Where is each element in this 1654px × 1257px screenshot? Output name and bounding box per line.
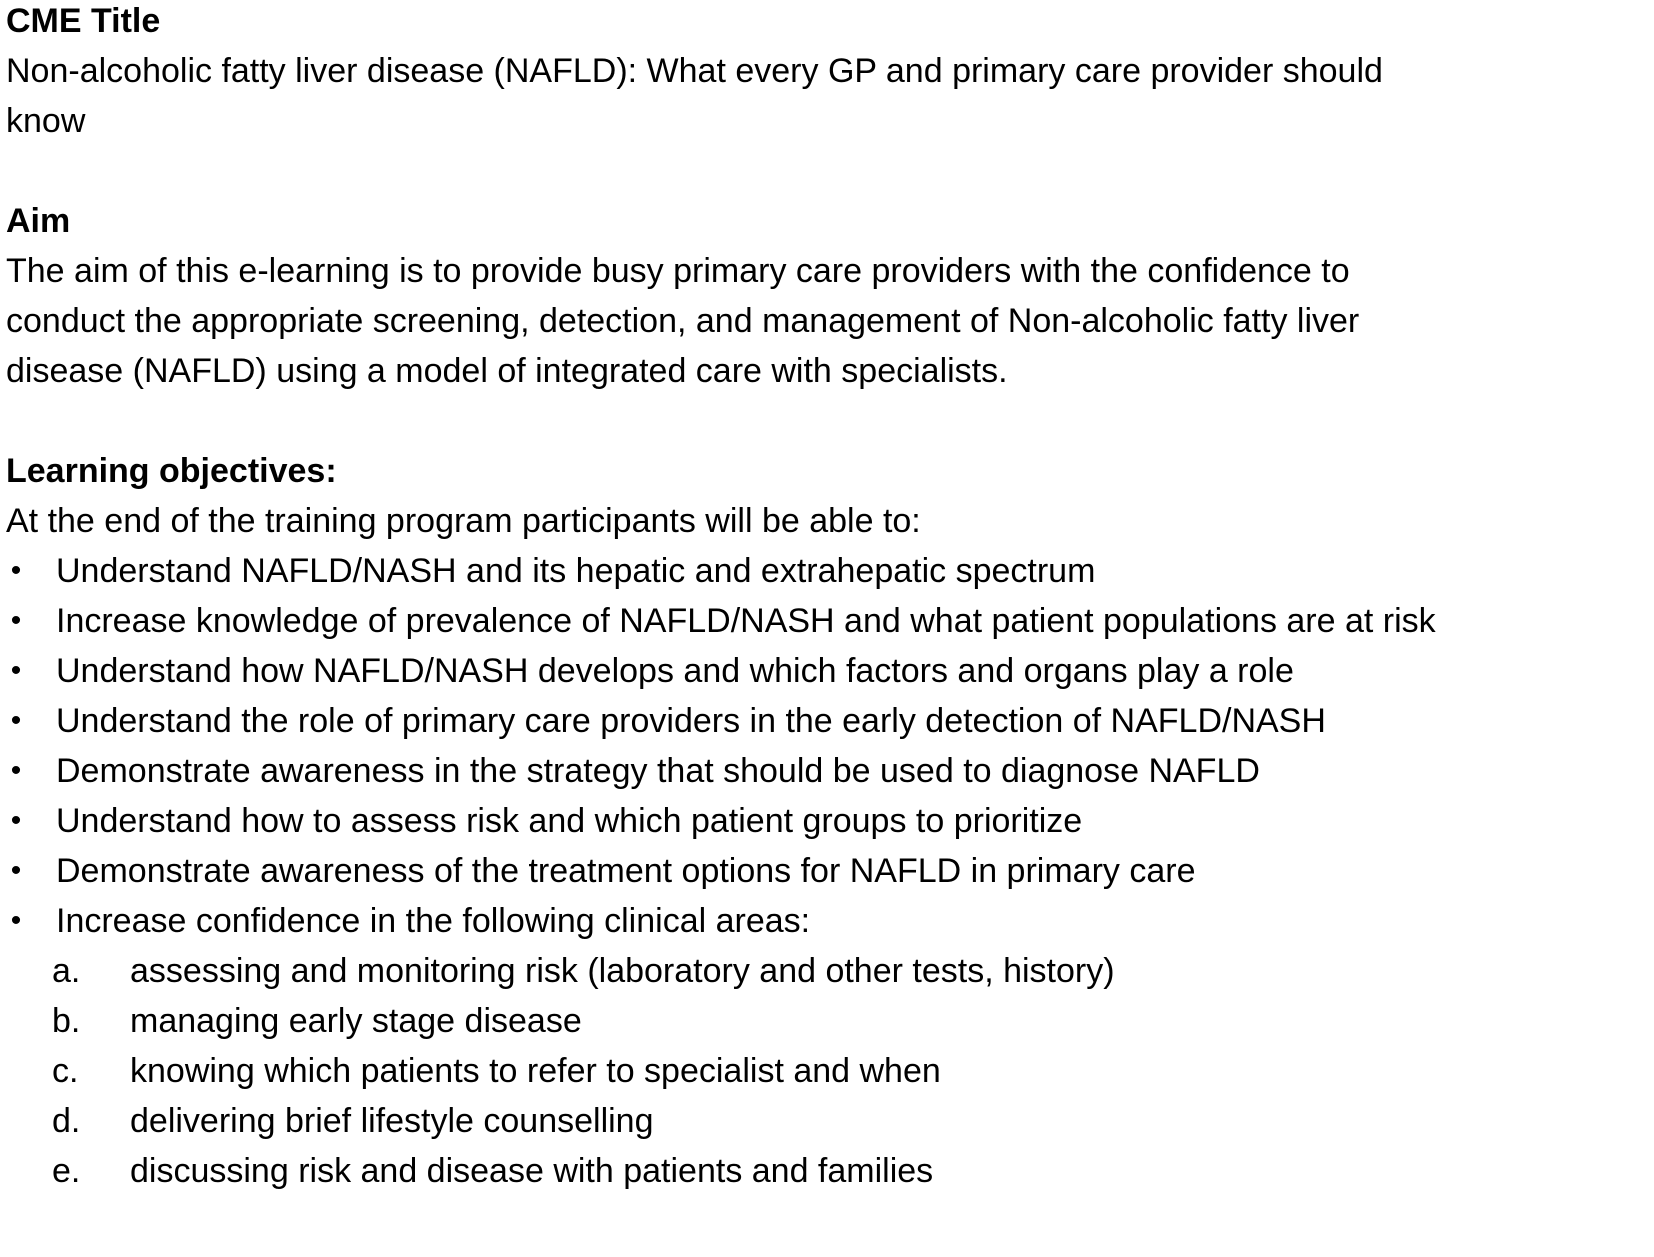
cme-title-text-line-1: Non-alcoholic fatty liver disease (NAFLD): What every GP and primary care provider should (6, 52, 1383, 90)
objective-text: Demonstrate awareness in the strategy that should be used to diagnose NAFLD (56, 752, 1260, 790)
objective-item (6, 596, 1646, 646)
aim-heading: Aim (6, 202, 71, 240)
clinical-area-item (6, 1146, 1646, 1196)
objective-item (6, 746, 1646, 796)
sublist-marker: c. (52, 1052, 79, 1090)
learning-objectives-section (6, 446, 1646, 1196)
bullet-icon: • (10, 904, 22, 937)
aim-text-line-1: The aim of this e-learning is to provide busy primary care providers with the confidence to (6, 252, 1350, 290)
section-spacer (6, 146, 1646, 196)
clinical-area-item (6, 946, 1646, 996)
sublist-marker: a. (52, 952, 81, 990)
objective-item (6, 846, 1646, 896)
clinical-area-item (6, 996, 1646, 1046)
bullet-icon: • (10, 654, 22, 687)
objective-text: Understand how NAFLD/NASH develops and which factors and organs play a role (56, 652, 1294, 690)
clinical-area-text: assessing and monitoring risk (laboratory and other tests, history) (130, 952, 1115, 990)
bullet-icon: • (10, 604, 22, 637)
cme-title-section (6, 0, 1646, 146)
clinical-area-text: delivering brief lifestyle counselling (130, 1102, 654, 1140)
clinical-area-item (6, 1046, 1646, 1096)
aim-section (6, 196, 1646, 396)
objective-text: Understand NAFLD/NASH and its hepatic and extrahepatic spectrum (56, 552, 1096, 590)
clinical-area-text: managing early stage disease (130, 1002, 582, 1040)
sublist-marker: e. (52, 1152, 81, 1190)
cme-title-heading: CME Title (6, 2, 161, 40)
objective-item (6, 546, 1646, 596)
document (6, 0, 1646, 1196)
objective-item (6, 796, 1646, 846)
objectives-list (6, 546, 1646, 946)
sublist-marker: b. (52, 1002, 81, 1040)
objective-text: Increase knowledge of prevalence of NAFLD/NASH and what patient populations are at risk (56, 602, 1436, 640)
bullet-icon: • (10, 704, 22, 737)
clinical-area-item (6, 1096, 1646, 1146)
section-spacer (6, 396, 1646, 446)
objective-text: Understand the role of primary care providers in the early detection of NAFLD/NASH (56, 702, 1326, 740)
bullet-icon: • (10, 754, 22, 787)
objective-item (6, 696, 1646, 746)
aim-text-line-2: conduct the appropriate screening, detection, and management of Non-alcoholic fatty liver (6, 302, 1360, 340)
clinical-area-text: knowing which patients to refer to specialist and when (130, 1052, 941, 1090)
objective-text: Increase confidence in the following clinical areas: (56, 902, 811, 940)
objective-text: Demonstrate awareness of the treatment options for NAFLD in primary care (56, 852, 1196, 890)
learning-objectives-heading: Learning objectives: (6, 452, 337, 490)
objective-item (6, 896, 1646, 946)
bullet-icon: • (10, 854, 22, 887)
cme-title-text-line-2: know (6, 102, 86, 140)
clinical-areas-sublist (6, 946, 1646, 1196)
objective-text: Understand how to assess risk and which patient groups to prioritize (56, 802, 1083, 840)
clinical-area-text: discussing risk and disease with patients and families (130, 1152, 934, 1190)
learning-objectives-intro: At the end of the training program participants will be able to: (6, 502, 921, 540)
aim-text-line-3: disease (NAFLD) using a model of integrated care with specialists. (6, 352, 1008, 390)
bullet-icon: • (10, 804, 22, 837)
objective-item (6, 646, 1646, 696)
bullet-icon: • (10, 554, 22, 587)
sublist-marker: d. (52, 1102, 81, 1140)
